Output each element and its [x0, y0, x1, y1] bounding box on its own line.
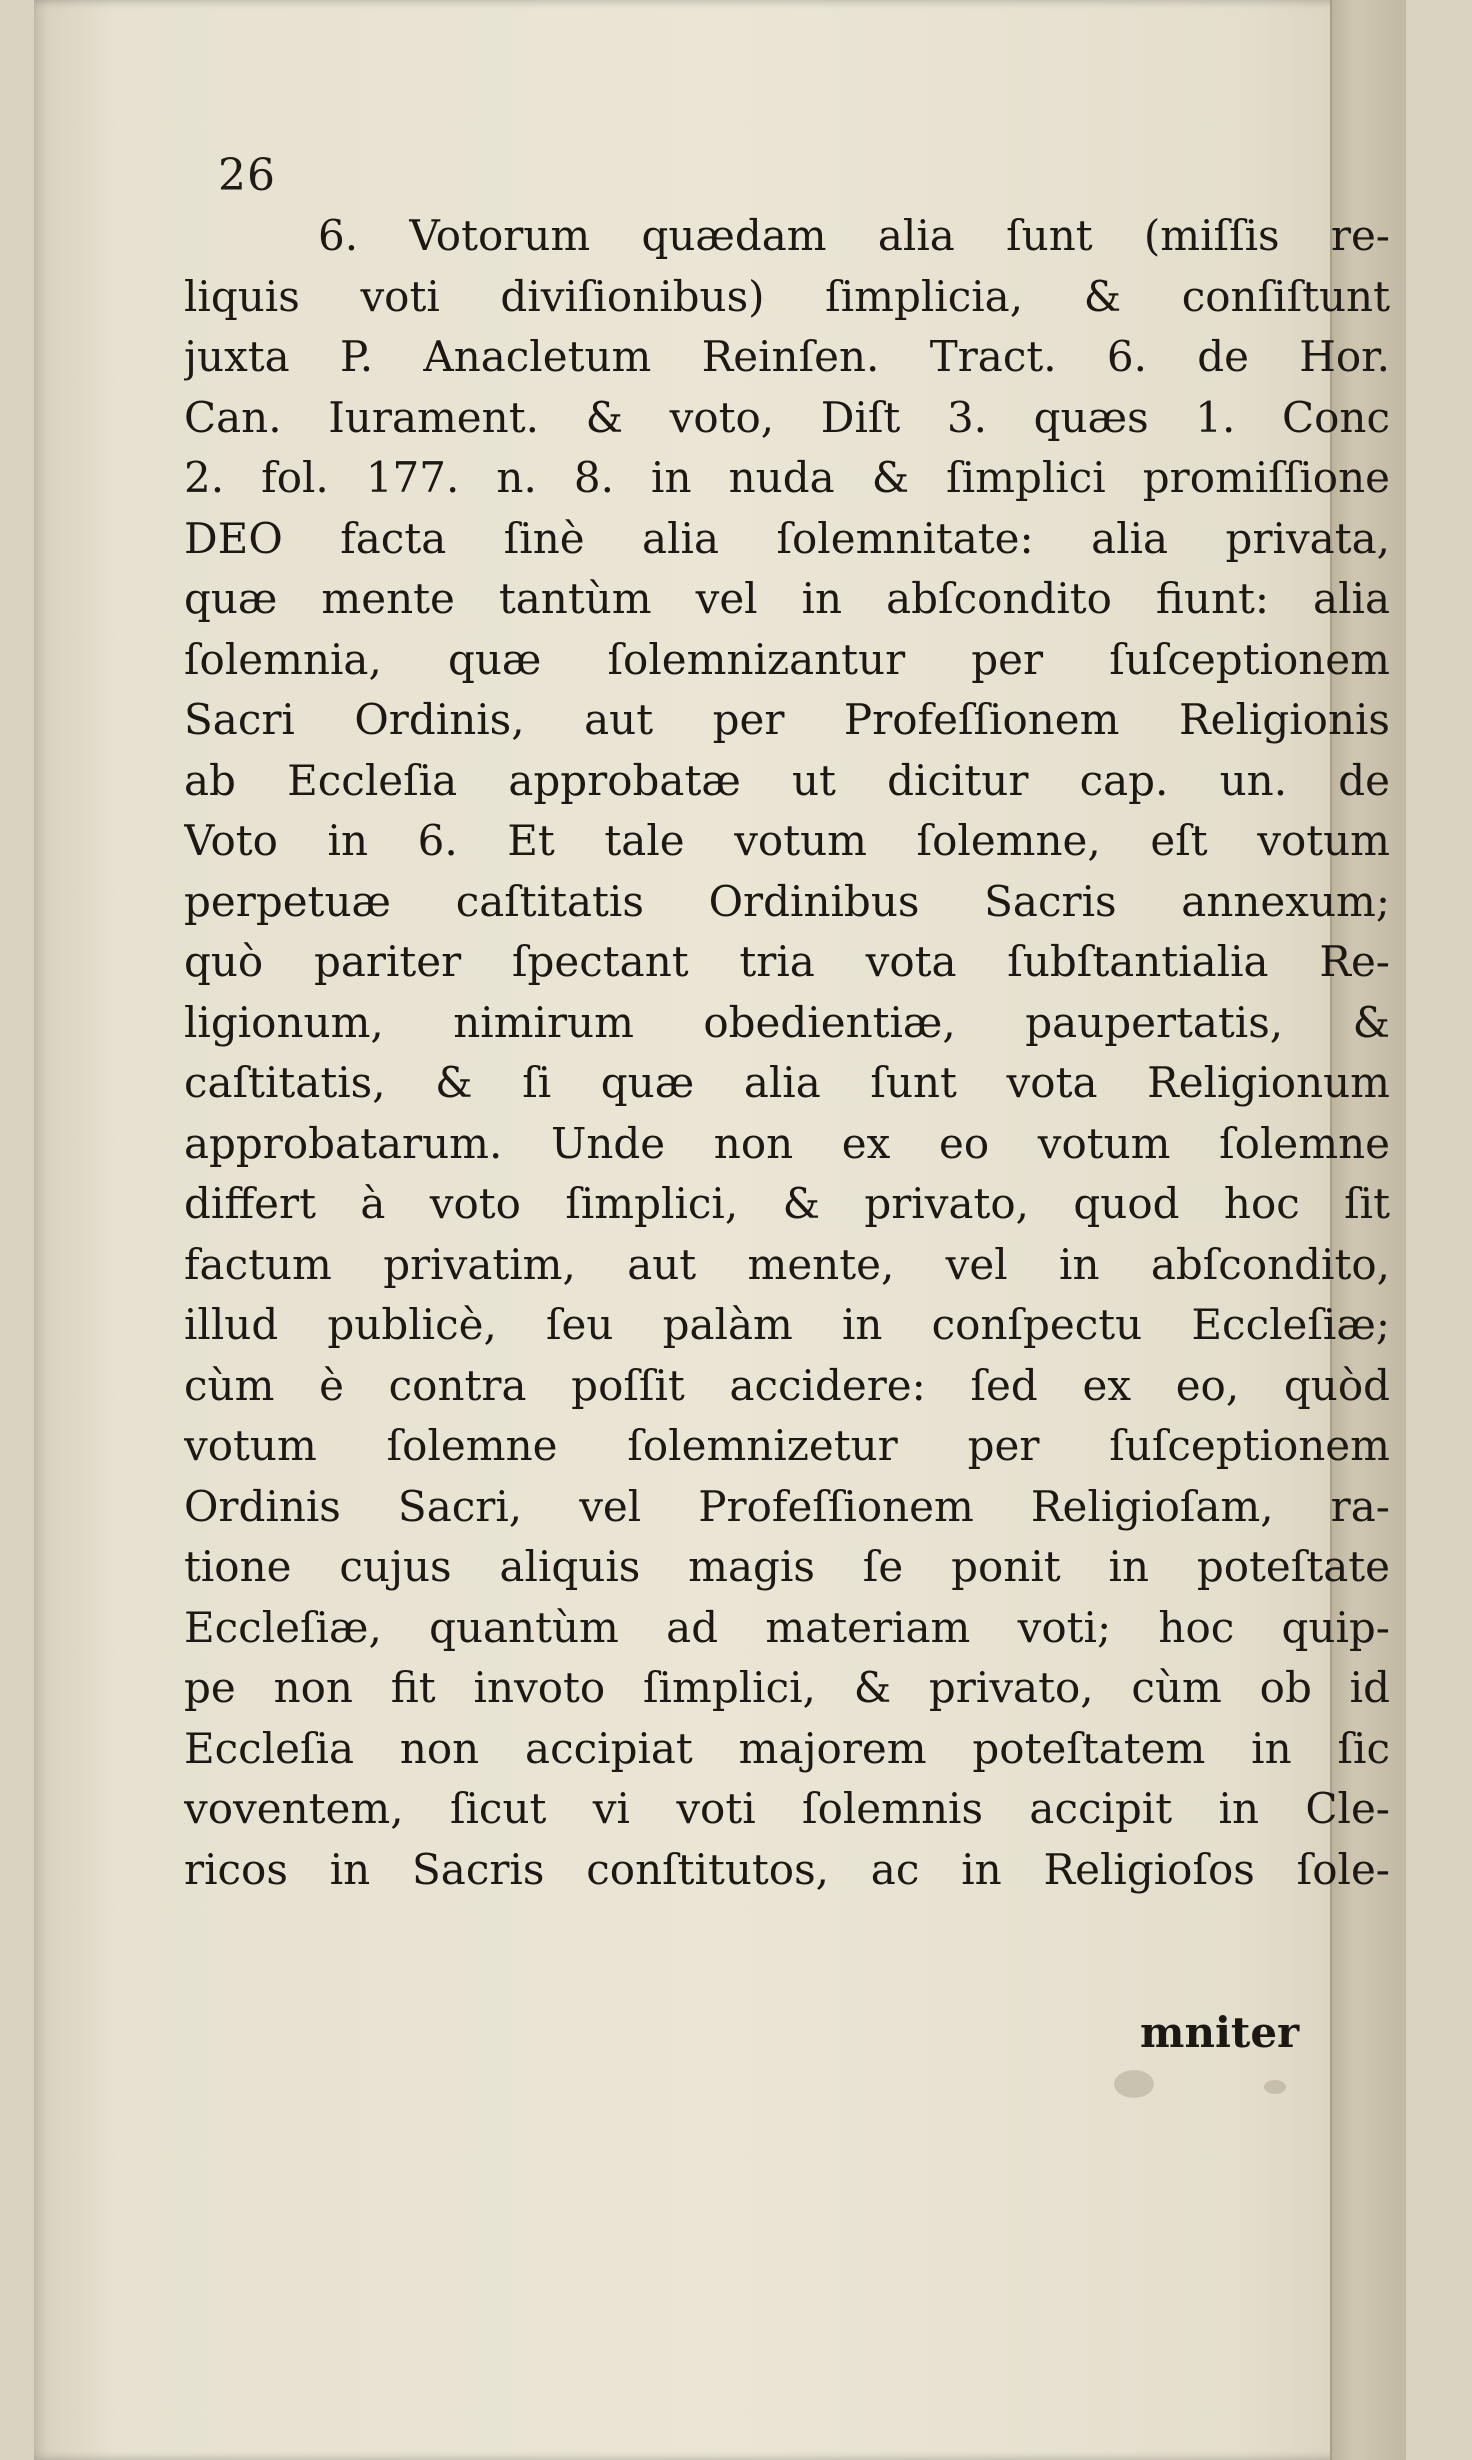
text-line: DEO facta ſinè alia ſolemnitate: alia privata, [184, 513, 1390, 563]
text-line: ab Eccleſia approbatæ ut dicitur cap. un. de [184, 755, 1390, 805]
catchword: mniter [1140, 2008, 1300, 2057]
text-line: liquis voti diviſionibus) ſimplicia, & conſiſtunt [184, 271, 1390, 321]
text-line: factum privatim, aut mente, vel in abſcondito, [184, 1239, 1390, 1289]
text-line: voventem, ſicut vi voti ſolemnis accipit in Cle- [184, 1784, 1390, 1833]
text-line: pe non fit invoto ſimplici, & privato, cùm ob id [184, 1663, 1390, 1712]
text-line: Voto in 6. Et tale votum ſolemne, eſt votum [184, 816, 1390, 865]
page-number: 26 [218, 150, 276, 201]
text-line: cùm è contra poſſit accidere: ſed ex eo, quòd [184, 1360, 1390, 1410]
text-line: caſtitatis, & ſi quæ alia ſunt vota Religionum [184, 1058, 1390, 1107]
text-line: Ordinis Sacri, vel Profeſſionem Religioſam, ra- [184, 1481, 1390, 1531]
text-line: Eccleſiæ, quantùm ad materiam voti; hoc quip- [184, 1602, 1390, 1652]
text-line: ricos in Sacris conſtitutos, ac in Religioſos ſole- [184, 1844, 1390, 1894]
text-line: approbatarum. Unde non ex eo votum ſolemne [184, 1118, 1390, 1168]
text-line: votum ſolemne ſolemnizetur per ſuſceptionem [184, 1421, 1390, 1470]
paper-stain [1264, 2080, 1286, 2094]
text-line: quò pariter ſpectant tria vota ſubſtantialia Re- [184, 937, 1390, 986]
text-line: perpetuæ caſtitatis Ordinibus Sacris annexum; [184, 876, 1390, 926]
text-line: Can. Iurament. & voto, Diſt 3. quæs 1. Conc [184, 392, 1390, 442]
text-line: juxta P. Anacletum Reinſen. Tract. 6. de Hor. [184, 332, 1390, 381]
text-line: Eccleſia non accipiat majorem poteſtatem in ſic [184, 1723, 1390, 1773]
text-line: illud publicè, ſeu palàm in conſpectu Eccleſiæ; [184, 1300, 1390, 1349]
body-text [184, 206, 1390, 1900]
text-line: 2. fol. 177. n. 8. in nuda & ſimplici promiſſione [184, 453, 1390, 502]
text-line: ligionum, nimirum obedientiæ, paupertatis, & [184, 997, 1390, 1047]
text-line: tione cujus aliquis magis ſe ponit in poteſtate [184, 1542, 1390, 1591]
text-line: 6. Votorum quædam alia ſunt (miſſis re- [318, 211, 1390, 260]
text-line: quæ mente tantùm vel in abſcondito fiunt: alia [184, 574, 1390, 623]
paper-stain [1114, 2070, 1154, 2098]
text-line: Sacri Ordinis, aut per Profeſſionem Religionis [184, 695, 1390, 744]
text-line: differt à voto ſimplici, & privato, quod hoc ſit [184, 1179, 1390, 1228]
text-line: ſolemnia, quæ ſolemnizantur per ſuſceptionem [184, 634, 1390, 684]
